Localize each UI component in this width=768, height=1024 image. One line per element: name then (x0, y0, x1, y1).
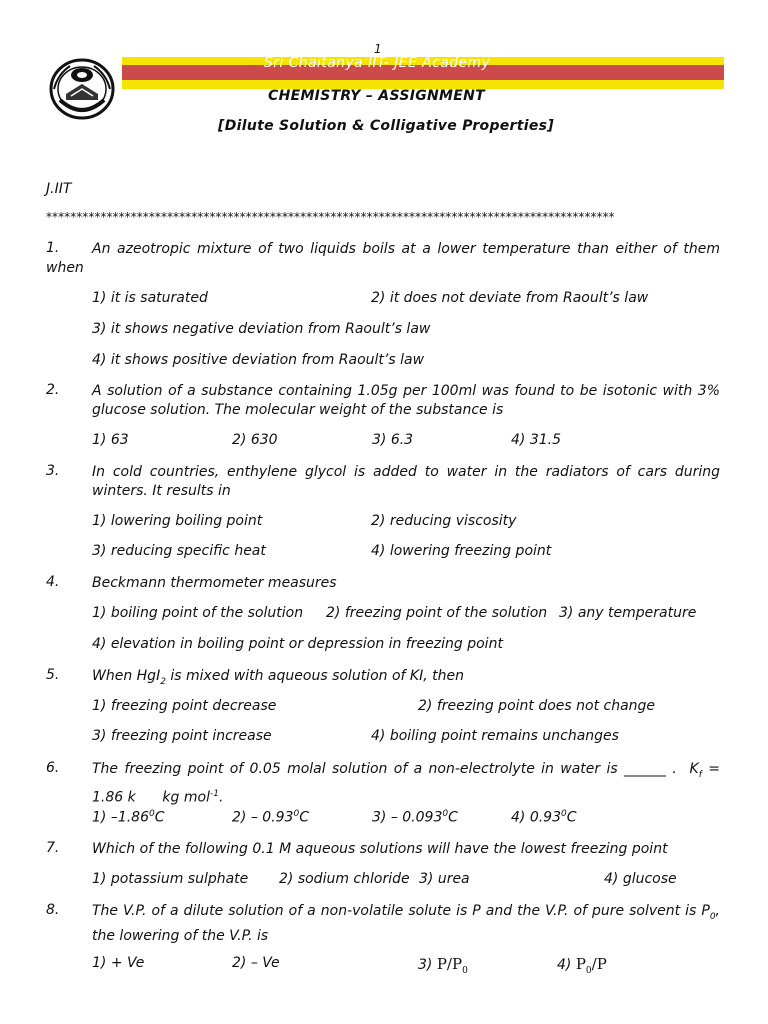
option: 1) lowering boiling point (92, 513, 263, 529)
option: 2) freezing point of the solution (326, 605, 548, 621)
question-text: The V.P. of a dilute solution of a non-volatile solute is P and the V.P. of pure solvent is $P_0$, the lowering of the V.P. is (92, 903, 720, 944)
option: 1) 63 (92, 432, 129, 448)
option: 4) boiling point remains unchanges (371, 728, 619, 744)
option: 4) 0.93$^0$C (511, 809, 577, 826)
option: 4) 31.5 (511, 432, 561, 448)
question-number: 1. (46, 240, 60, 256)
question-number: 3. (46, 463, 60, 479)
option: 3) 6.3 (372, 432, 414, 448)
question-text: When HgI$_2$ is mixed with aqueous solution of KI, then (92, 668, 464, 687)
document-subtitle: [Dilute Solution & Colligative Properties] (218, 118, 554, 134)
question-number: 7. (46, 840, 60, 856)
option: 4) glucose (604, 871, 677, 887)
option: 1) boiling point of the solution (92, 605, 304, 621)
option: 1) potassium sulphate (92, 871, 249, 887)
option: 3) any temperature (559, 605, 697, 621)
question-text: A solution of a substance containing 1.05g per 100ml was found to be isotonic with 3% glucose solution. The molecular weight of the substance is (92, 383, 720, 418)
option: 4) it shows positive deviation from Raoult’s law (92, 352, 425, 368)
question-text: The freezing point of 0.05 molal solution of a non-electrolyte in water is ______ . $K_f = 1.86$ k kg mol$^{-1}$. (92, 761, 725, 806)
question-text: In cold countries, enthylene glycol is added to water in the radiators of cars during winters. It results in (92, 464, 720, 499)
option: 3) urea (419, 871, 470, 887)
question-text: Beckmann thermometer measures (92, 575, 337, 591)
page-number: 1 (374, 42, 382, 56)
document-title: CHEMISTRY – ASSIGNMENT (268, 88, 485, 104)
option: 4) elevation in boiling point or depression in freezing point (92, 636, 503, 652)
batch-label: J.IIT (46, 181, 72, 197)
option: 2) it does not deviate from Raoult’s law (371, 290, 649, 306)
question-number: 5. (46, 667, 60, 683)
option: 2) freezing point does not change (418, 698, 656, 714)
question-number: 6. (46, 760, 60, 776)
question-number: 4. (46, 574, 60, 590)
option: 1) + Ve (92, 955, 145, 971)
option: 3) it shows negative deviation from Raoult’s law (92, 321, 431, 337)
option: 2) – 0.93$^0$C (232, 809, 309, 826)
question-text: An azeotropic mixture of two liquids boils at a lower temperature than either of them when (46, 241, 720, 276)
option: 1) it is saturated (92, 290, 208, 306)
option: 2) reducing viscosity (371, 513, 517, 529)
option: 4) lowering freezing point (371, 543, 552, 559)
option: 2) sodium chloride (279, 871, 410, 887)
institute-name: Sri Chaitanya IIT- JEE Academy (264, 55, 491, 71)
institute-banner (122, 57, 724, 89)
option: 1) freezing point decrease (92, 698, 277, 714)
question-text: Which of the following 0.1 M aqueous solutions will have the lowest freezing point (92, 841, 668, 857)
option: 3) $P/P_0$ (418, 955, 468, 976)
option: 3) freezing point increase (92, 728, 272, 744)
question-number: 8. (46, 902, 60, 918)
option: 2) 630 (232, 432, 278, 448)
option: 3) – 0.093$^0$C (372, 809, 458, 826)
question-number: 2. (46, 382, 60, 398)
option: 2) – Ve (232, 955, 280, 971)
option: 4) $P_0/P$ (557, 955, 607, 976)
option: 1) –1.86$^0$C (92, 809, 165, 826)
option: 3) reducing specific heat (92, 543, 266, 559)
separator-line: ********************************************************************************************** (46, 210, 615, 224)
academy-logo (46, 56, 118, 122)
